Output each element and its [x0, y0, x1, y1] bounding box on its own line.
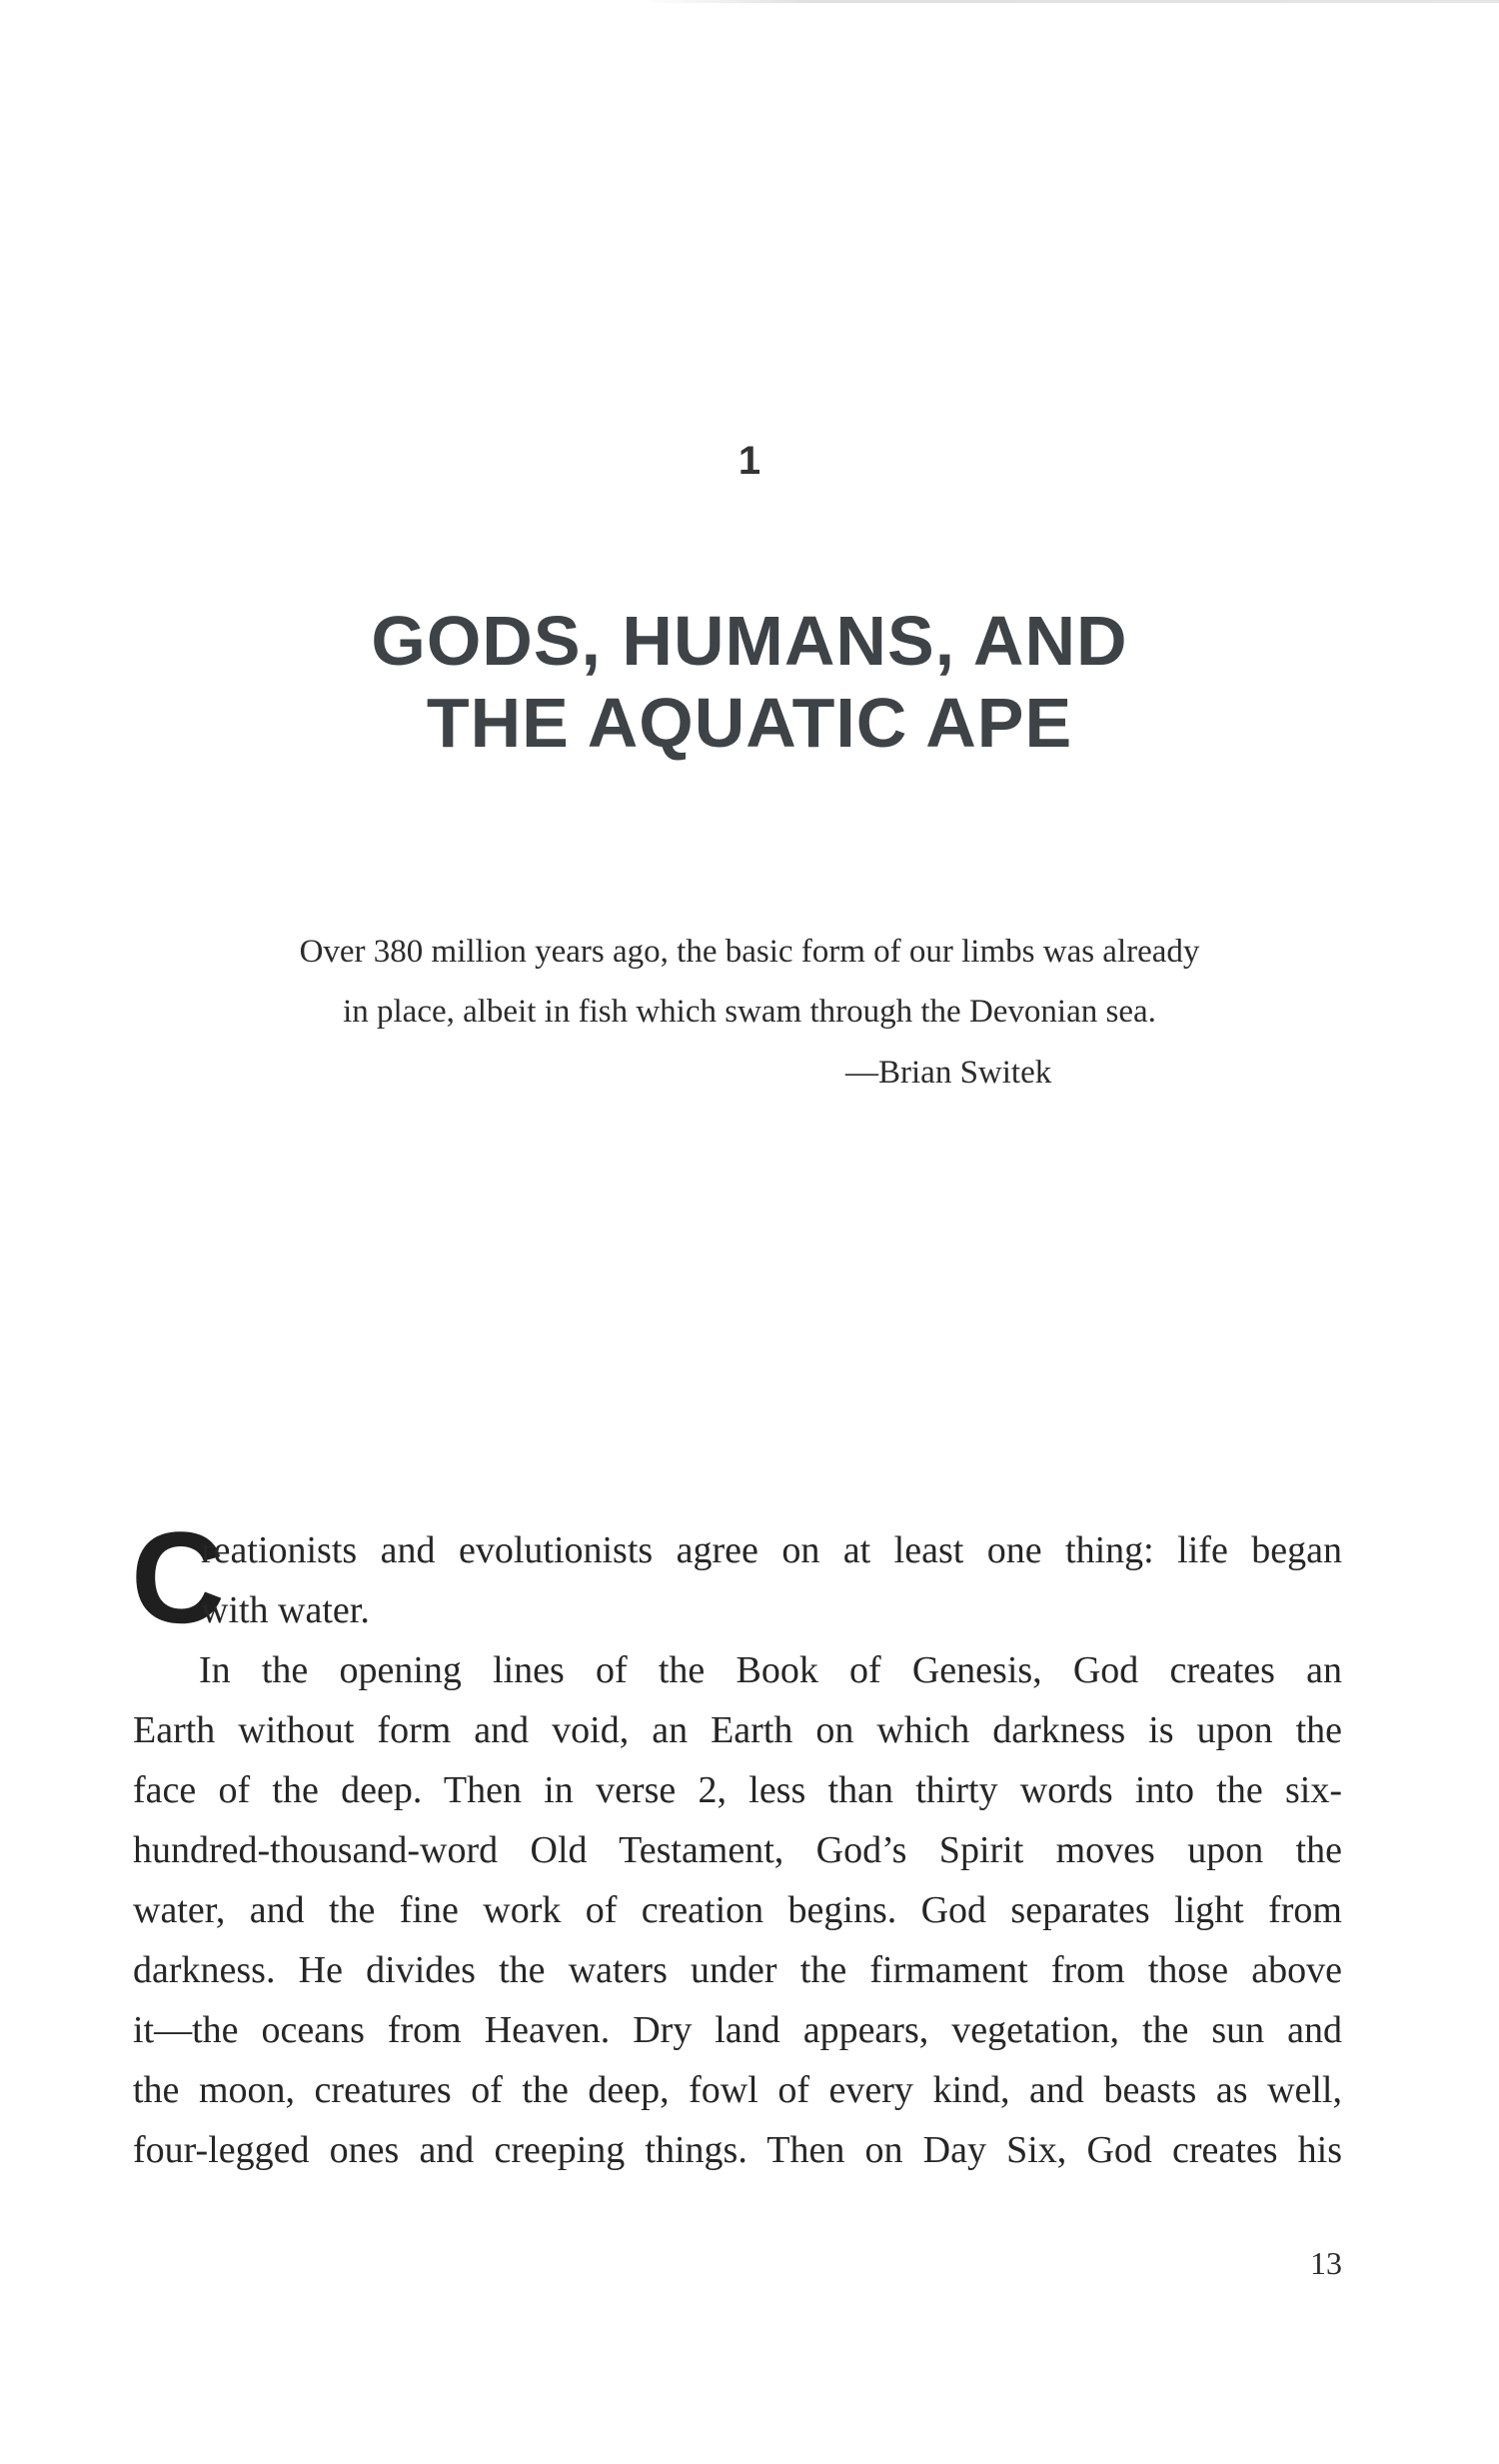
body-line: face of the deep. Then in verse 2, less than thirty words into the six-	[133, 1769, 1342, 1811]
body-line: hundred-thousand-word Old Testament, God’s Spirit moves upon the	[133, 1829, 1342, 1871]
body-line: Earth without form and void, an Earth on which darkness is upon the	[133, 1709, 1342, 1751]
epigraph-line: Over 380 million years ago, the basic form of our limbs was already	[299, 934, 1200, 970]
chapter-title	[200, 600, 1299, 764]
chapter-number: 1	[738, 439, 761, 483]
scan-edge-shadow	[640, 0, 1499, 3]
page-number: 13	[1310, 2245, 1342, 2281]
drop-cap: C	[131, 1504, 225, 1650]
body-line: it—the oceans from Heaven. Dry land appears, vegetation, the sun and	[133, 2009, 1342, 2051]
body-text	[131, 1504, 1342, 2180]
epigraph-line: in place, albeit in fish which swam through the Devonian sea.	[343, 994, 1156, 1030]
chapter-title-line: GODS, HUMANS, AND	[371, 602, 1128, 680]
body-line: water, and the fine work of creation begins. God separates light from	[133, 1889, 1342, 1931]
chapter-title-line: THE AQUATIC APE	[426, 684, 1073, 762]
body-line: the moon, creatures of the deep, fowl of every kind, and beasts as well,	[133, 2069, 1342, 2111]
body-line: with water.	[201, 1589, 370, 1631]
body-line: four-legged ones and creeping things. Then on Day Six, God creates his	[133, 2129, 1342, 2171]
epigraph-attribution: —Brian Switek	[845, 1055, 1052, 1091]
body-line: In the opening lines of the Book of Genesis, God creates an	[199, 1649, 1342, 1691]
body-line: darkness. He divides the waters under the firmament from those above	[133, 1949, 1342, 1991]
body-line: reationists and evolutionists agree on at least one thing: life began	[201, 1529, 1342, 1571]
epigraph	[200, 922, 1299, 1042]
